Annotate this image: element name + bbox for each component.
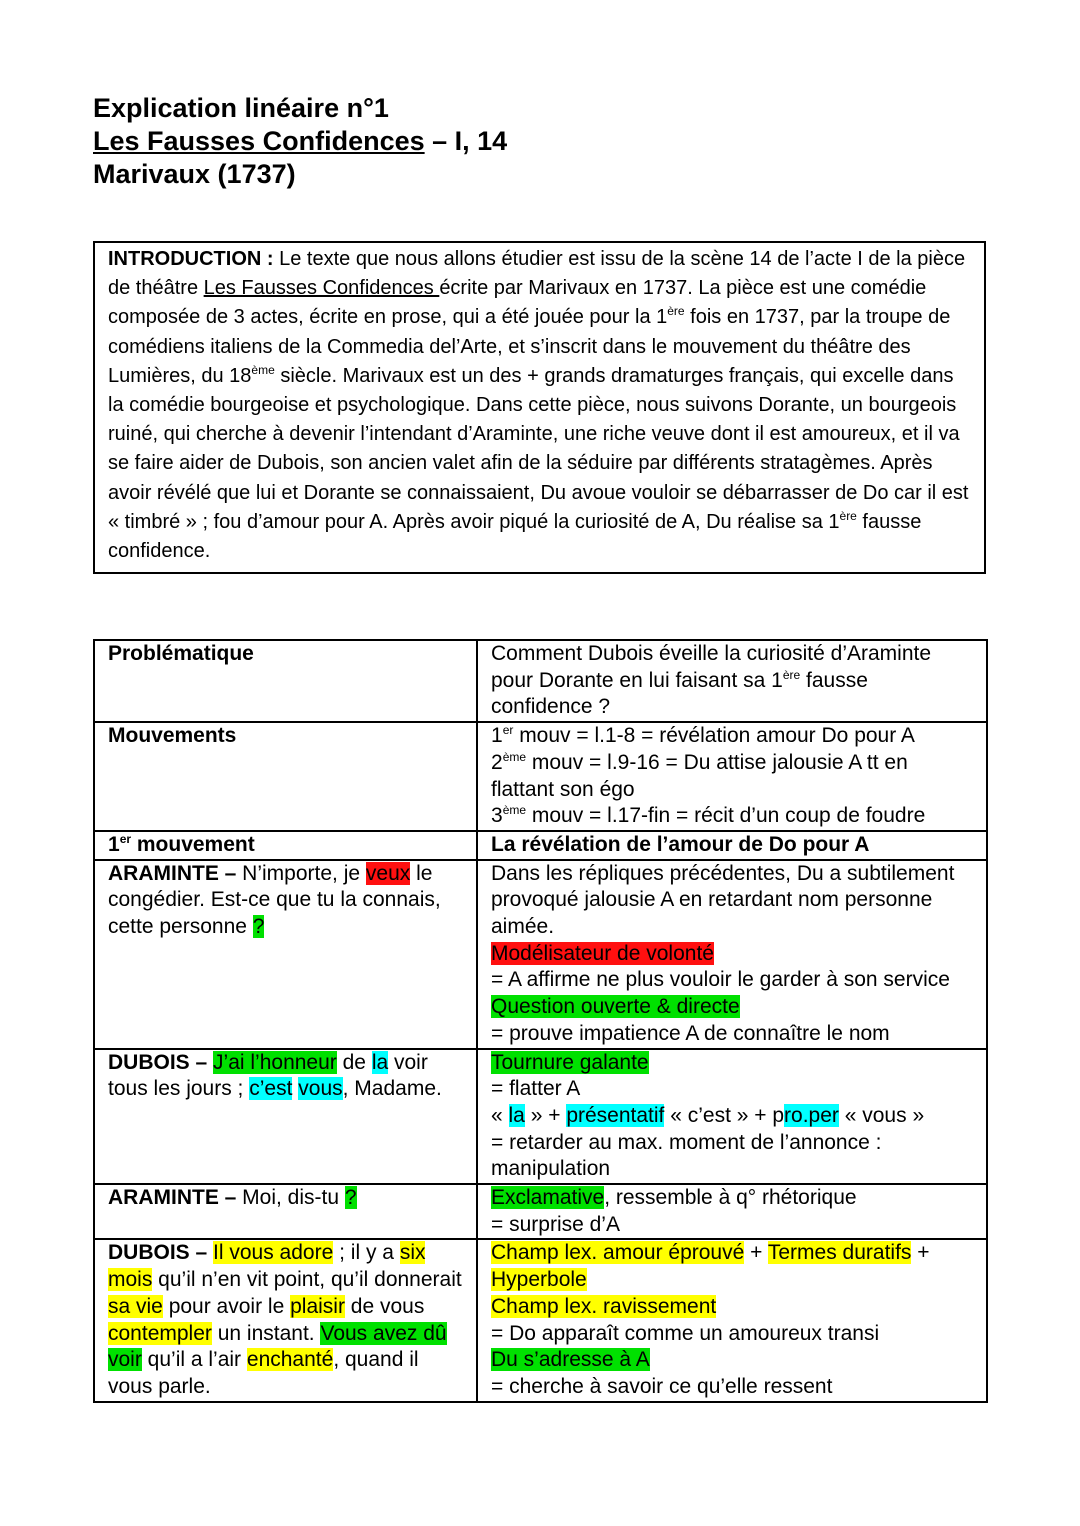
quote-cell: ARAMINTE – N’importe, je veux le congédier. Est-ce que tu la connais, cette personne ? [94,860,477,1049]
mouvement-heading: 1er mouvement [94,831,477,860]
work-title: Les Fausses Confidences [93,126,425,156]
mouvements-list [477,722,987,831]
quote-cell: DUBOIS – Il vous adore ; il y a six mois qu’il n’en vit point, qu’il donnerait sa vie pour avoir le plaisir de vous contempler un instant. Vous avez dû voir qu’il a l’air enchanté, quand il vous parle. [94,1239,477,1401]
mouvement-item: 2ème mouv = l.9-16 = Du attise jalousie A tt en flattant son égo [491,749,908,801]
analysis-cell: Tournure galante = flatter A « la » + présentatif « c’est » + pro.per « vous » = retarder au max. moment de l’annonce : manipulation [477,1049,987,1185]
analysis-cell: Dans les répliques précédentes, Du a subtilement provoqué jalousie A en retardant nom personne aimée. Modélisateur de volonté = A affirme ne plus vouloir le garder à son service Question ouverte & directe = prouve impatience A de connaître le nom [477,860,987,1049]
superscript: ère [667,304,685,319]
introduction-label: INTRODUCTION : [108,248,274,270]
mouvement-item: 3ème mouv = l.17-fin = récit d’un coup de foudre [491,803,926,828]
speaker-name: ARAMINTE – [108,861,237,885]
table-row [94,860,987,1049]
speaker-name: DUBOIS – [108,1241,208,1265]
analysis-table [93,639,988,1403]
table-row [94,722,987,831]
intro-text: fois en 1737, par la troupe de comédiens italiens de la Commedia del’Arte, et s’inscrit dans le mouvement du théâtre des Lumières, du 18 [108,306,951,387]
quote-cell: DUBOIS – J’ai l’honneur de la voir tous les jours ; c’est vous, Madame. [94,1049,477,1185]
mouvements-label: Mouvements [94,722,477,831]
intro-text: Le texte que nous allons étudier est issu de la scène 14 de l’acte I de la pièce de théâtre [108,248,966,300]
quote-cell: ARAMINTE – Moi, dis-tu ? [94,1184,477,1239]
document-header [93,92,507,191]
highlight-red: Modélisateur de volonté [491,941,714,965]
analysis-cell: Exclamative, ressemble à q° rhétorique = surprise d’A [477,1184,987,1239]
work-title-line [93,125,507,158]
intro-work-title: Les Fausses Confidences [203,277,440,300]
introduction-box [93,241,986,574]
highlight-red: veux [365,861,411,885]
act-scene: – I, 14 [424,126,508,156]
problematique-text: Comment Dubois éveille la curiosité d’Araminte pour Dorante en lui faisant sa 1ère fausse confidence ? [477,640,987,722]
table-row [94,1184,987,1239]
superscript: ème [251,362,275,377]
problematique-label: Problématique [94,640,477,722]
intro-text: fausse confidence. [108,510,922,563]
table-row [94,1049,987,1185]
table-row [94,1239,987,1401]
mouvement-item: 1er mouv = l.1-8 = révélation amour Do pour A [491,723,915,748]
superscript: ère [839,508,857,523]
intro-text: écrite par Marivaux en 1737. La pièce est une comédie composée de 3 actes, écrite en prose, qui a été jouée pour la 1 [108,277,927,329]
highlight-green: Question ouverte & directe [491,995,740,1019]
author-line: Marivaux (1737) [93,159,296,189]
document-title: Explication linéaire n°1 [93,93,389,123]
speaker-name: ARAMINTE – [108,1186,237,1210]
intro-text: siècle. Marivaux est un des + grands dramaturges français, qui excelle dans la comédie bourgeoise et psychologique. Dans cette pièce, nous suivons Dorante, un bourgeois ruiné, qui cherche à devenir l’intendant d’Araminte, une riche veuve dont il est amoureux, et il va se faire aider de Dubois, son ancien valet afin de la séduire par différents stratagèmes. Après avoir révélé que lui et Dorante se connaissaient, Du avoue vouloir se débarrasser de Do car il est « timbré » ; fou d’amour pour A. Après avoir piqué la curiosité de A, Du réalise sa 1 [108,364,969,533]
table-row [94,640,987,722]
mouvement-title: La révélation de l’amour de Do pour A [477,831,987,860]
table-row [94,831,987,860]
analysis-cell: Champ lex. amour éprouvé + Termes duratifs + Hyperbole Champ lex. ravissement = Do apparaît comme un amoureux transi Du s’adresse à A = cherche à savoir ce qu’elle ressent [477,1239,987,1401]
highlight-green: ? [252,915,265,939]
speaker-name: DUBOIS – [108,1050,208,1074]
